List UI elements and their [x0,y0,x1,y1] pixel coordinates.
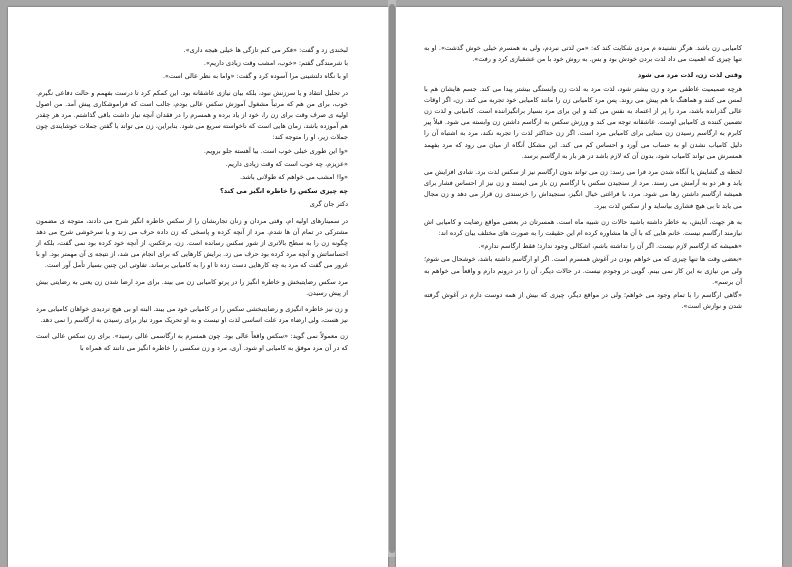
document-page-right [396,7,782,567]
author-name: دکتر جان گری [309,200,348,209]
paragraph: «عزیزم، چه خوب است که وقت زیادی داریم. [225,159,348,168]
section-heading: چه چیزی سکس را خاطره انگیز می کند؟ [220,187,348,196]
quote-item: «گاهی ارگاسم را با تمام وجود می خواهم؛ ولی در مواقع دیگر، چیزی که بیش از همه دوست دارم در آغوش گرفته شدن و نوازش است». [424,291,742,311]
paragraph: و زن نیز خاطره انگیزی و رضایتبخشی سکس را در کامیابی خود می بیند. البته او بی هیچ تردیدی خواهان کامیابی مرد نیز هست، ولی ارضاء مرد علت اساسی لذت او نیست و به او تحریک مورد نیاز برای رسیدن به ارگاسم را نمی دهد. [36,305,348,325]
paragraph: لبخندی زد و گفت: «فکر می کنم تازگی ها خیلی هیجه داری». [183,46,348,54]
quote-item: «همیشه که ارگاسم لازم نیست. اگر آن را نداشته باشم، اشکالی وجود ندارد؛ فقط ارگاسم ندارم». [478,242,742,251]
paragraph: «وا این طوری خیلی خوب است. بیا آهسته جلو برویم. [203,146,348,155]
paragraph: در تحلیل انتقاد و یا سرزنش نبود، بلکه بیان نیازی عاشقانه بود. این کمکم کرد تا درست بفهمم و حالت دفاعی نگیرم. خوب، برای من هم که مرتباً مشغول آموزش سکس عالی بودم، جالب است که فراموشکاری پیش آمد. من اصول اولیه ی صرف وقت برای زن را، خود از یاد برده و همسرم را در فقدان آنچه نیاز داشت باقی گذاشتم. مرد هر چقدر هم آموزده باشد، زمان هایی است که ناخواسته سریع می شود. بنابراین، زن می تواند با گفتن جملات خوشایندی چون جملات زیر، او را متوجه کند: [36,88,348,142]
section-heading: وقتی لذت زن، لذت مرد می شود [637,71,742,80]
paragraph: «وا! امشب می خواهم که طولانی باشد. [240,173,348,182]
quote-item: «بعضی وقت ها تنها چیزی که می خواهم بودن در آغوش همسرم است. اگر او ارگاسم داشته باشد، خوشحال می شوم؛ ولی من نیازی به این کار نمی بینم. گویی در وجودم نیست. در حالات دیگر، آن را در درونم دارم و واقعاً می خواهم به آن برسم». [424,255,742,286]
paragraph: او با نگاه دلتشینی مرا آسوده کرد و گفت: «واما به نظر عالی است». [162,72,348,81]
paragraph: کامیابی زن باشد. هرگز نشنیده م مردی شکایت کند که: «من لذتی نبردم، ولی به همسرم خیلی خوش گذشت». او به تنها چیزی که اهمیت می داد لذت بردن خودش بود و بس. به روش خود با من عشقبازی کرد و رفت». [424,44,742,64]
paragraph: در سمینارهای اولیه ام، وقتی مردان و زنان تجاربشان را از سکس خاطره انگیز شرح می دادند، متوجه ی مضمون مشترکی در تمام آن ها شدم. مرد از آنچه کرده و پاسخی که زن داده حرف می زند و یا سرخوشی شرح می دهد چگونه زن را به سطح بالاتری از شور سکس رسانده است. زن، برعکس، از آنچه خود کرده بود نمی گفت، بلکه از احساساتش و آنچه مرد کرده بود حرف می زد. برایش کارهایی که برای انجام می شد، از نتیجه ی آن مهمتر بود. او با غرور می گفت که مرد به چه کارهایی دست زده تا او را به کامیابی برساند. تفاوتی این چنین بسیار تأمل آور است. [36,216,348,270]
paragraph: لحظه ی گشایش یا آنگاه شدن مرد فرا می رسد: زن می تواند بدون ارگاسم نیز از سکس لذت برد. شادی افزایش می یابد و هر دو به آرامش می رسند. مرد از سنجیدن سکس با ارگاسم زن باز می ایستد و زن نیز از احساس فشار برای همیشه ارگاسم داشتن رها می شود. مرد، با فراغتی خیال انگیز، سنجیداش را خرسندی زن قرار می دهد و زن مجال می یابد تا بی هیچ فشاری بیاساید و از سکس لذت ببرد. [424,168,742,210]
scrollbar-thumb[interactable] [389,4,395,553]
document-page-left [8,7,388,567]
vertical-scrollbar[interactable] [388,0,396,557]
paragraph: به هر جهت، آنایش، به خاطر داشته باشید حالات زن شبیه ماه است. همسرتان در بعضی مواقع رضایت و کامیابی اش نیازمند ارگاسم نیست. خانم هایی که با آن ها مشاوره کرده ام این حقیقت را به صورت های مختلف بیان کرده اند: [424,217,742,238]
paragraph: با شرمندگی گفتم: «خوب، امشب وقت زیادی داریم». [203,59,348,68]
paragraph: زن معمولاً نمی گوید: «سکس واقعاً عالی بود. چون همسرم به ارگاسمی عالی رسید». برای زن سکس عالی است که در آن مرد موفق به کامیابی او شود. آری، مرد و زن سکسی را خاطره انگیز می دانند که همراه با [36,332,348,352]
paragraph: هرچه صمیمیت عاطفی مرد و زن بیشتر شود، لذت مرد به لذت زن وابستگی بیشتر پیدا می کند. جسم هایشان هم با لمس می کنند و هماهنگ با هم پیش می روند. پس مرد کامیابی زن را مانند کامیابی خود تجربه می کند. زن، اگر اوقات عالی گذرانده باشد، مرد را پر از اعتماد به نفس می کند و این برای مرد بسیار برانگیزاننده است. کامیابی و لذت زن تضمین کننده ی کامیابی اوست. عاشقانه توجه می کند و ورزش سکس به ارگاسم داشتن زن وابسته می شود. قبلاً پیر کابرم به ارگاسم رسیدن زن مبنایی برای کامیابی مرد است. اگر زن حداکثر لذت را تجربه نکند، مرد به اشتباه آن را دلیل کامیاب نشدن او به حساب می آورد و احساس کم می کند. این مشکل آنگاه از میان می رود که مرد بفهمد همسرش می تواند کامیاب شود، بدون آن که لازم باشد در هر بار به ارگاسم برسد. [424,84,742,160]
paragraph: مرد سکس رضایتبخش و خاطره انگیز را در پرتو کامیابی زن می بیند. برای مرد ارضا شدن زن یعنی به رضایتی بیش از پیش رسیدن. [36,277,348,297]
